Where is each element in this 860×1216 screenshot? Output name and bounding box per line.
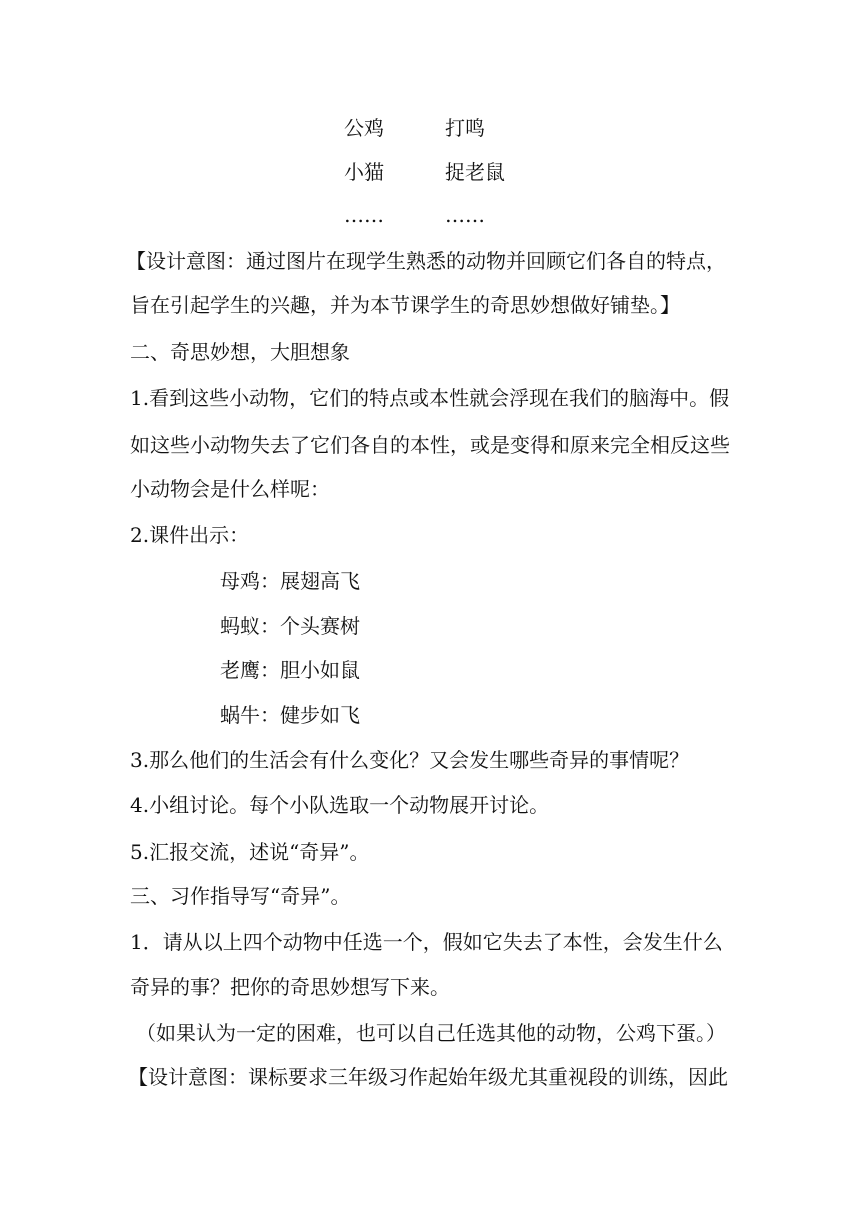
- animal-trait: 捉老鼠: [445, 160, 505, 184]
- paragraph-line: 1.看到这些小动物，它们的特点或本性就会浮现在我们的脑海中。假: [130, 386, 730, 410]
- list-item: 5.汇报交流，述说“奇异”。: [130, 840, 370, 864]
- list-item: 4.小组讨论。每个小队选取一个动物展开讨论。: [130, 793, 550, 817]
- list-item: 3.那么他们的生活会有什么变化？又会发生哪些奇异的事情呢？: [130, 748, 690, 772]
- paragraph-line: 1．请从以上四个动物中任选一个，假如它失去了本性，会发生什么: [130, 930, 723, 954]
- animal-trait: 打鸣: [445, 116, 485, 140]
- design-intent-line: 旨在引起学生的兴趣，并为本节课学生的奇思妙想做好铺垫。】: [130, 293, 680, 317]
- example-item: 蚂蚁：个头赛树: [220, 614, 360, 638]
- ellipsis: ……: [344, 203, 384, 227]
- paragraph-line: 奇异的事？把你的奇思妙想写下来。: [130, 975, 450, 999]
- list-item: 2.课件出示：: [130, 523, 250, 547]
- note-line: （如果认为一定的困难，也可以自己任选其他的动物，公鸡下蛋。）: [136, 1021, 726, 1045]
- design-intent-line: 【设计意图：课标要求三年级习作起始年级尤其重视段的训练，因此: [128, 1065, 728, 1089]
- design-intent-line: 【设计意图：通过图片在现学生熟悉的动物并回顾它们各自的特点，: [126, 249, 726, 273]
- animal-name: 公鸡: [344, 116, 384, 140]
- animal-name: 小猫: [344, 160, 384, 184]
- example-item: 蜗牛：健步如飞: [220, 703, 360, 727]
- example-item: 老鹰：胆小如鼠: [220, 658, 360, 682]
- example-item: 母鸡：展翅高飞: [220, 569, 360, 593]
- section-heading: 三、习作指导写“奇异”。: [130, 884, 351, 908]
- paragraph-line: 如这些小动物失去了它们各自的本性，或是变得和原来完全相反这些: [130, 433, 730, 457]
- ellipsis: ……: [445, 203, 485, 227]
- section-heading: 二、奇思妙想，大胆想象: [130, 340, 350, 364]
- paragraph-line: 小动物会是什么样呢：: [130, 477, 330, 501]
